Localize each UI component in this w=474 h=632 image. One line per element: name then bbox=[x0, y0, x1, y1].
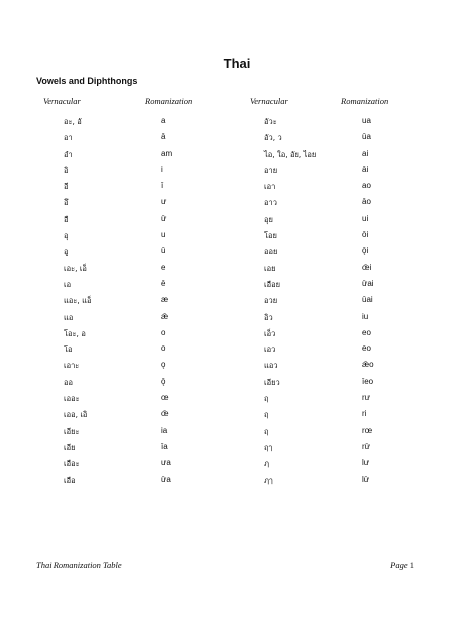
vernacular-cell: เออ, เอิ bbox=[64, 410, 88, 420]
table-row bbox=[0, 263, 474, 279]
romanization-cell: rœ bbox=[362, 425, 373, 435]
romanization-cell: ū bbox=[161, 246, 166, 256]
romanization-cell: rư bbox=[362, 393, 371, 403]
vernacular-cell: ฦๅ bbox=[264, 475, 273, 485]
romanization-cell: e bbox=[161, 262, 166, 272]
romanization-cell: lư bbox=[362, 458, 370, 468]
romanization-cell: ūai bbox=[362, 295, 373, 305]
vernacular-cell: อุ bbox=[64, 231, 69, 241]
vernacular-cell: ออย bbox=[264, 247, 278, 257]
vernacular-cell: เอือ bbox=[64, 475, 76, 485]
romanization-cell: ūa bbox=[362, 132, 371, 142]
romanization-cell: ư̄a bbox=[161, 474, 171, 484]
table-row bbox=[0, 458, 474, 474]
romanization-cell: ǭ bbox=[161, 376, 166, 386]
vernacular-cell: เออะ bbox=[64, 394, 80, 404]
vernacular-cell: อวย bbox=[264, 296, 278, 306]
column-header-vernacular-2: Vernacular bbox=[250, 96, 288, 106]
table-row bbox=[0, 393, 474, 409]
vernacular-cell: เอือะ bbox=[64, 459, 80, 469]
vernacular-cell: อิ bbox=[64, 165, 69, 175]
romanization-cell: ui bbox=[362, 213, 369, 223]
table-row bbox=[0, 149, 474, 165]
romanization-cell: eo bbox=[362, 327, 371, 337]
footer-title: Thai Romanization Table bbox=[36, 560, 122, 570]
vernacular-cell: อาย bbox=[264, 165, 278, 175]
romanization-cell: œ̄i bbox=[362, 262, 372, 272]
table-row bbox=[0, 246, 474, 262]
romanization-cell: u bbox=[161, 230, 166, 240]
table-row bbox=[0, 214, 474, 230]
table-row bbox=[0, 377, 474, 393]
vernacular-cell: ฦ bbox=[264, 459, 269, 469]
romanization-cell: ua bbox=[362, 116, 371, 125]
vernacular-cell: โอย bbox=[264, 231, 277, 241]
table-row bbox=[0, 132, 474, 148]
vernacular-cell: อู bbox=[64, 247, 69, 257]
romanization-cell: œ̄ bbox=[161, 409, 169, 419]
vernacular-cell: เอาะ bbox=[64, 361, 80, 371]
footer-page-number: 1 bbox=[409, 560, 414, 570]
table-row bbox=[0, 230, 474, 246]
table-row bbox=[0, 328, 474, 344]
table-row bbox=[0, 442, 474, 458]
table-row bbox=[0, 116, 474, 132]
footer-page-label: Page bbox=[390, 560, 408, 570]
vernacular-cell: ฤ bbox=[264, 410, 269, 420]
romanization-cell: ư̄ai bbox=[362, 278, 374, 288]
column-header-romanization-2: Romanization bbox=[341, 96, 389, 106]
romanization-cell: iu bbox=[362, 311, 369, 321]
vernacular-cell: อะ, อั bbox=[64, 117, 82, 126]
romanization-cell: lư̄ bbox=[362, 474, 370, 484]
romanization-cell: ǫ bbox=[161, 360, 166, 370]
vernacular-cell: อุย bbox=[264, 214, 273, 224]
vernacular-cell: เอ bbox=[64, 279, 72, 289]
romanization-cell: ǭi bbox=[362, 246, 369, 256]
table-row bbox=[0, 295, 474, 311]
vernacular-cell: อัว, ว bbox=[264, 133, 282, 143]
vernacular-cell: ฤๅ bbox=[264, 442, 273, 452]
romanization-cell: æ bbox=[161, 295, 169, 305]
romanization-cell: ē bbox=[161, 278, 166, 288]
vernacular-cell: ออ bbox=[64, 377, 74, 387]
romanization-table bbox=[0, 116, 474, 491]
page-title: Thai bbox=[223, 56, 251, 71]
romanization-cell: am bbox=[161, 148, 173, 158]
vernacular-cell: อื bbox=[64, 214, 69, 224]
vernacular-cell: เอียว bbox=[264, 377, 280, 387]
romanization-cell: ưa bbox=[161, 458, 171, 468]
vernacular-cell: อาว bbox=[264, 198, 277, 208]
vernacular-cell: ฤ bbox=[264, 426, 269, 436]
romanization-cell: ǣo bbox=[362, 360, 374, 370]
vernacular-cell: อิว bbox=[264, 312, 273, 322]
romanization-cell: ri bbox=[362, 409, 367, 419]
table-row bbox=[0, 344, 474, 360]
table-row bbox=[0, 409, 474, 425]
romanization-cell: o bbox=[161, 327, 166, 337]
vernacular-cell: อำ bbox=[64, 149, 73, 159]
vernacular-cell: แอะ, แอ็ bbox=[64, 296, 92, 306]
vernacular-cell: อึ bbox=[64, 198, 69, 208]
romanization-cell: ǣ bbox=[161, 311, 169, 321]
vernacular-cell: อัวะ bbox=[264, 117, 277, 126]
vernacular-cell: เอย bbox=[264, 263, 276, 273]
romanization-cell: īa bbox=[161, 441, 168, 451]
vernacular-cell: เอว bbox=[264, 345, 276, 355]
romanization-cell: āi bbox=[362, 164, 369, 174]
romanization-cell: ia bbox=[161, 425, 168, 435]
vernacular-cell: เอา bbox=[264, 182, 276, 192]
vernacular-cell: เอีย bbox=[64, 442, 76, 452]
table-row bbox=[0, 475, 474, 491]
romanization-cell: ư̄ bbox=[161, 213, 167, 223]
vernacular-cell: อา bbox=[64, 133, 73, 143]
table-row bbox=[0, 312, 474, 328]
vernacular-cell: ฤ bbox=[264, 394, 269, 404]
romanization-cell: ā bbox=[161, 132, 166, 142]
vernacular-cell: อี bbox=[64, 182, 69, 192]
table-row bbox=[0, 197, 474, 213]
column-header-vernacular-1: Vernacular bbox=[43, 96, 81, 106]
romanization-cell: āo bbox=[362, 197, 371, 207]
table-row bbox=[0, 165, 474, 181]
vernacular-cell: โอ bbox=[64, 345, 73, 355]
romanization-cell: a bbox=[161, 116, 166, 125]
vernacular-cell: เอียะ bbox=[64, 426, 80, 436]
romanization-cell: ai bbox=[362, 148, 369, 158]
vernacular-cell: เอือย bbox=[264, 279, 280, 289]
romanization-cell: rư̄ bbox=[362, 441, 371, 451]
vernacular-cell: เอ็ว bbox=[264, 328, 276, 338]
romanization-cell: ao bbox=[362, 181, 371, 191]
romanization-cell: ī bbox=[161, 181, 164, 191]
section-heading: Vowels and Diphthongs bbox=[36, 76, 138, 86]
footer-page bbox=[390, 560, 414, 570]
column-header-romanization-1: Romanization bbox=[145, 96, 193, 106]
vernacular-cell: แอว bbox=[264, 361, 278, 371]
romanization-cell: i bbox=[161, 164, 163, 174]
table-row bbox=[0, 426, 474, 442]
romanization-cell: œ bbox=[161, 393, 169, 403]
romanization-cell: ēo bbox=[362, 344, 371, 354]
vernacular-cell: ไอ, ใอ, อัย, ไอย bbox=[264, 149, 317, 159]
romanization-cell: ư bbox=[161, 197, 167, 207]
vernacular-cell: เอะ, เอ็ bbox=[64, 263, 87, 273]
romanization-cell: ōi bbox=[362, 230, 369, 240]
table-row bbox=[0, 360, 474, 376]
table-row bbox=[0, 279, 474, 295]
vernacular-cell: โอะ, อ bbox=[64, 328, 86, 338]
vernacular-cell: แอ bbox=[64, 312, 74, 322]
table-row bbox=[0, 181, 474, 197]
romanization-cell: ō bbox=[161, 344, 166, 354]
romanization-cell: īeo bbox=[362, 376, 374, 386]
